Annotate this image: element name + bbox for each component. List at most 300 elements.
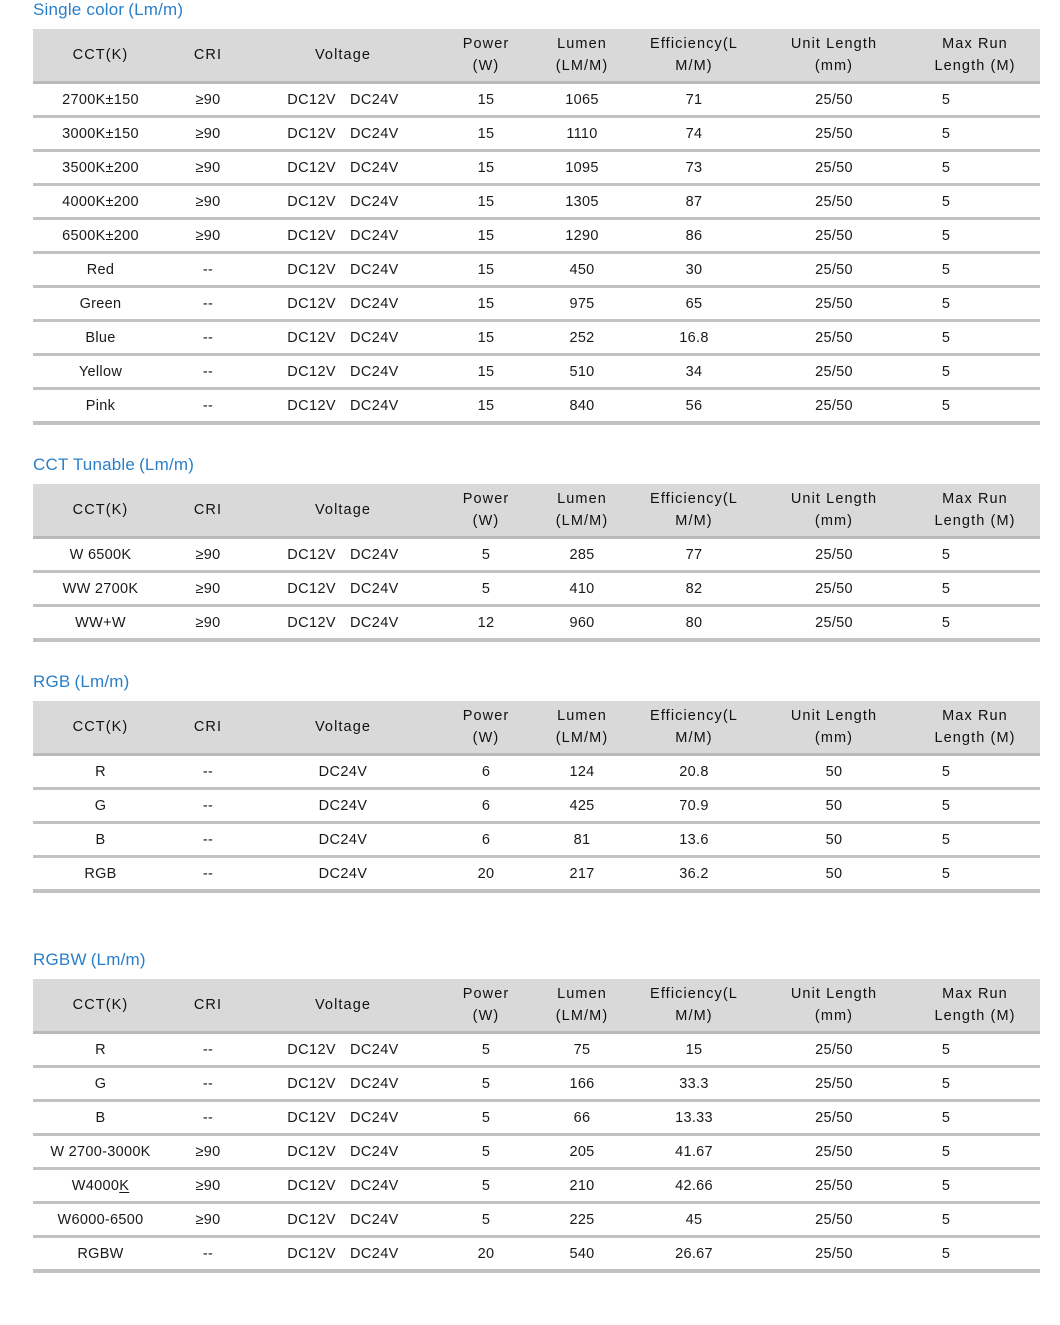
voltage-secondary: DC24V — [350, 1245, 399, 1262]
section-title — [33, 672, 1040, 692]
column-header-efficiency-line2: M/M) — [675, 513, 713, 529]
table-row — [33, 1169, 1040, 1203]
voltage-primary: DC24V — [318, 865, 368, 882]
column-header-unit-length-line1: Unit Length — [790, 707, 878, 724]
column-header-power-line1: Power — [462, 985, 510, 1002]
table-row — [33, 572, 1040, 606]
cell-cri: -- — [168, 823, 248, 857]
cell-power: 5 — [438, 1101, 534, 1135]
max-run-value: 5 — [941, 91, 951, 108]
cell-voltage — [248, 355, 438, 389]
cell-cri: ≥90 — [168, 117, 248, 151]
cell-power: 5 — [438, 1135, 534, 1169]
spec-section-cct-tunable — [0, 455, 1060, 642]
table-row — [33, 538, 1040, 572]
cell-efficiency: 41.67 — [630, 1135, 758, 1169]
cell-lumen: 1290 — [534, 219, 630, 253]
voltage-secondary: DC24V — [350, 1143, 399, 1160]
voltage-primary: DC12V — [287, 1109, 336, 1126]
cell-efficiency: 77 — [630, 538, 758, 572]
voltage-secondary: DC24V — [350, 329, 399, 346]
voltage-primary: DC12V — [287, 1075, 336, 1092]
cell-max-run — [910, 389, 1040, 424]
max-run-value: 5 — [941, 1177, 951, 1194]
cell-voltage — [248, 321, 438, 355]
cell-unit-length: 25/50 — [758, 151, 910, 185]
column-header-cri: CRI — [168, 484, 248, 538]
cell-cri: -- — [168, 287, 248, 321]
voltage-primary: DC12V — [287, 397, 336, 414]
cell-unit-length: 25/50 — [758, 83, 910, 117]
column-header-unit-length-line1: Unit Length — [790, 985, 878, 1002]
column-header-power — [438, 701, 534, 755]
cell-efficiency: 33.3 — [630, 1067, 758, 1101]
cell-lumen: 425 — [534, 789, 630, 823]
cell-max-run — [910, 538, 1040, 572]
max-run-value: 5 — [941, 227, 951, 244]
cell-power: 5 — [438, 538, 534, 572]
cell-max-run — [910, 253, 1040, 287]
cell-efficiency: 87 — [630, 185, 758, 219]
column-header-power-line1: Power — [462, 35, 510, 52]
cell-efficiency: 20.8 — [630, 755, 758, 789]
voltage-secondary: DC24V — [350, 1041, 399, 1058]
cell-cri: -- — [168, 755, 248, 789]
cell-efficiency: 65 — [630, 287, 758, 321]
column-header-max-run — [910, 29, 1040, 83]
cell-power: 15 — [438, 253, 534, 287]
voltage-primary: DC12V — [287, 1177, 336, 1194]
cell-power: 15 — [438, 185, 534, 219]
cell-voltage — [248, 538, 438, 572]
column-header-unit-length-line2: (mm) — [814, 1008, 854, 1024]
section-title-text: CCT Tunable — [33, 455, 136, 474]
cell-max-run — [910, 572, 1040, 606]
column-header-cri: CRI — [168, 979, 248, 1033]
cell-cct: B — [33, 823, 168, 857]
cell-efficiency: 70.9 — [630, 789, 758, 823]
cell-voltage — [248, 1237, 438, 1272]
voltage-secondary: DC24V — [350, 125, 399, 142]
column-header-unit-length — [758, 701, 910, 755]
column-header-efficiency-line1: Efficiency(L — [650, 707, 738, 724]
section-title-unit: (Lm/m) — [74, 672, 130, 691]
voltage-primary: DC12V — [287, 363, 336, 380]
section-spacer — [0, 425, 1060, 455]
column-header-max-run-line2: Length (M) — [934, 1008, 1016, 1024]
cell-voltage — [248, 287, 438, 321]
voltage-values — [248, 1178, 438, 1194]
cell-power: 15 — [438, 355, 534, 389]
cell-efficiency: 34 — [630, 355, 758, 389]
voltage-values — [248, 1212, 438, 1228]
cell-efficiency: 13.6 — [630, 823, 758, 857]
voltage-primary: DC12V — [287, 614, 336, 631]
cell-cct: R — [33, 1033, 168, 1067]
cell-power: 5 — [438, 1033, 534, 1067]
cell-lumen: 81 — [534, 823, 630, 857]
column-header-lumen — [534, 484, 630, 538]
cell-lumen: 410 — [534, 572, 630, 606]
column-header-efficiency-line2: M/M) — [675, 730, 713, 746]
cell-efficiency: 26.67 — [630, 1237, 758, 1272]
cell-cct: W 6500K — [33, 538, 168, 572]
cell-cri: ≥90 — [168, 219, 248, 253]
spec-table — [33, 29, 1040, 425]
cell-unit-length: 50 — [758, 789, 910, 823]
cell-cct: 6500K±200 — [33, 219, 168, 253]
cell-unit-length: 25/50 — [758, 1169, 910, 1203]
column-header-unit-length-line2: (mm) — [814, 730, 854, 746]
voltage-primary: DC12V — [287, 1041, 336, 1058]
cell-cct: B — [33, 1101, 168, 1135]
cell-max-run — [910, 1203, 1040, 1237]
voltage-values — [248, 330, 438, 346]
column-header-unit-length-line1: Unit Length — [790, 35, 878, 52]
voltage-values — [248, 364, 438, 380]
cell-voltage — [248, 1135, 438, 1169]
cell-lumen: 124 — [534, 755, 630, 789]
cell-lumen: 1095 — [534, 151, 630, 185]
column-header-efficiency-line2: M/M) — [675, 58, 713, 74]
voltage-primary: DC12V — [287, 91, 336, 108]
cell-lumen: 960 — [534, 606, 630, 641]
table-row — [33, 857, 1040, 892]
cell-voltage — [248, 1033, 438, 1067]
spec-section-rgbw — [0, 950, 1060, 1273]
cell-voltage — [248, 151, 438, 185]
cell-voltage — [248, 606, 438, 641]
section-title-text: Single color — [33, 0, 125, 19]
max-run-value: 5 — [941, 261, 951, 278]
cell-power: 20 — [438, 857, 534, 892]
cell-max-run — [910, 1169, 1040, 1203]
cell-unit-length: 25/50 — [758, 606, 910, 641]
voltage-values — [248, 866, 438, 882]
cell-power: 6 — [438, 789, 534, 823]
cell-power: 5 — [438, 1169, 534, 1203]
voltage-primary: DC12V — [287, 329, 336, 346]
column-header-max-run-line2: Length (M) — [934, 513, 1016, 529]
voltage-values — [248, 581, 438, 597]
cell-power: 15 — [438, 321, 534, 355]
section-title — [33, 0, 1040, 20]
voltage-secondary: DC24V — [350, 546, 399, 563]
cell-voltage — [248, 117, 438, 151]
section-title-text: RGBW — [33, 950, 87, 969]
cell-cct: W6000-6500 — [33, 1203, 168, 1237]
cell-unit-length: 25/50 — [758, 1067, 910, 1101]
voltage-primary: DC12V — [287, 261, 336, 278]
table-header-row — [33, 701, 1040, 755]
column-header-max-run-line2: Length (M) — [934, 58, 1016, 74]
column-header-voltage: Voltage — [248, 29, 438, 83]
voltage-values — [248, 615, 438, 631]
cell-unit-length: 25/50 — [758, 1203, 910, 1237]
column-header-efficiency — [630, 484, 758, 538]
cell-max-run — [910, 151, 1040, 185]
cell-power: 12 — [438, 606, 534, 641]
cell-cri: -- — [168, 1101, 248, 1135]
section-title-unit: (Lm/m) — [139, 455, 195, 474]
cell-max-run — [910, 1033, 1040, 1067]
cell-max-run — [910, 606, 1040, 641]
cell-max-run — [910, 1135, 1040, 1169]
cell-voltage — [248, 572, 438, 606]
cell-power: 15 — [438, 151, 534, 185]
cell-unit-length: 25/50 — [758, 1135, 910, 1169]
cell-unit-length: 25/50 — [758, 355, 910, 389]
cell-unit-length: 50 — [758, 857, 910, 892]
voltage-primary: DC12V — [287, 227, 336, 244]
cell-cri: -- — [168, 789, 248, 823]
cell-cct: G — [33, 1067, 168, 1101]
cell-power: 6 — [438, 755, 534, 789]
max-run-value: 5 — [941, 865, 951, 882]
cell-efficiency: 45 — [630, 1203, 758, 1237]
cell-cri: -- — [168, 253, 248, 287]
voltage-secondary: DC24V — [350, 91, 399, 108]
cell-lumen: 840 — [534, 389, 630, 424]
voltage-primary: DC24V — [318, 831, 368, 848]
cell-efficiency: 56 — [630, 389, 758, 424]
cell-cct: W4000K — [33, 1169, 168, 1203]
cell-voltage — [248, 1067, 438, 1101]
section-title-unit: (Lm/m) — [90, 950, 146, 969]
table-row — [33, 1135, 1040, 1169]
column-header-max-run — [910, 701, 1040, 755]
voltage-values — [248, 398, 438, 414]
table-row — [33, 219, 1040, 253]
cell-max-run — [910, 185, 1040, 219]
cell-lumen: 1305 — [534, 185, 630, 219]
voltage-values — [248, 126, 438, 142]
table-row — [33, 83, 1040, 117]
voltage-values — [248, 262, 438, 278]
column-header-max-run-line1: Max Run — [942, 985, 1008, 1002]
cell-max-run — [910, 117, 1040, 151]
cell-max-run — [910, 755, 1040, 789]
max-run-value: 5 — [941, 193, 951, 210]
voltage-values — [248, 832, 438, 848]
cell-cri: -- — [168, 1067, 248, 1101]
cell-max-run — [910, 857, 1040, 892]
cell-power: 15 — [438, 83, 534, 117]
max-run-value: 5 — [941, 546, 951, 563]
cell-cri: -- — [168, 389, 248, 424]
column-header-efficiency-line2: M/M) — [675, 1008, 713, 1024]
voltage-primary: DC24V — [318, 763, 368, 780]
column-header-efficiency — [630, 979, 758, 1033]
column-header-max-run-line1: Max Run — [942, 35, 1008, 52]
column-header-efficiency — [630, 29, 758, 83]
cell-cri: -- — [168, 1237, 248, 1272]
column-header-lumen-line2: (LM/M) — [555, 730, 609, 746]
cell-cct: 3000K±150 — [33, 117, 168, 151]
cell-unit-length: 25/50 — [758, 1237, 910, 1272]
column-header-lumen — [534, 701, 630, 755]
cell-unit-length: 25/50 — [758, 287, 910, 321]
cell-unit-length: 25/50 — [758, 572, 910, 606]
table-row — [33, 287, 1040, 321]
cell-cri: ≥90 — [168, 83, 248, 117]
table-row — [33, 1203, 1040, 1237]
cell-cri: ≥90 — [168, 606, 248, 641]
column-header-power-line2: (W) — [472, 730, 500, 746]
cell-lumen: 285 — [534, 538, 630, 572]
column-header-efficiency-line1: Efficiency(L — [650, 35, 738, 52]
table-row — [33, 1101, 1040, 1135]
column-header-voltage: Voltage — [248, 701, 438, 755]
cell-lumen: 217 — [534, 857, 630, 892]
cell-efficiency: 71 — [630, 83, 758, 117]
table-row — [33, 1033, 1040, 1067]
cell-unit-length: 25/50 — [758, 117, 910, 151]
max-run-value: 5 — [941, 397, 951, 414]
voltage-primary: DC12V — [287, 580, 336, 597]
cell-cri: ≥90 — [168, 572, 248, 606]
voltage-values — [248, 228, 438, 244]
column-header-cct: CCT(K) — [33, 979, 168, 1033]
max-run-value: 5 — [941, 125, 951, 142]
cell-efficiency: 74 — [630, 117, 758, 151]
cell-max-run — [910, 789, 1040, 823]
voltage-primary: DC24V — [318, 797, 368, 814]
cell-max-run — [910, 1101, 1040, 1135]
table-header-row — [33, 29, 1040, 83]
cell-voltage — [248, 185, 438, 219]
voltage-secondary: DC24V — [350, 614, 399, 631]
voltage-secondary: DC24V — [350, 1177, 399, 1194]
cell-lumen: 252 — [534, 321, 630, 355]
column-header-unit-length — [758, 484, 910, 538]
max-run-value: 5 — [941, 1211, 951, 1228]
cell-cri: -- — [168, 321, 248, 355]
cell-voltage — [248, 253, 438, 287]
column-header-max-run — [910, 484, 1040, 538]
voltage-primary: DC12V — [287, 1211, 336, 1228]
cell-unit-length: 50 — [758, 823, 910, 857]
cell-efficiency: 36.2 — [630, 857, 758, 892]
section-title — [33, 950, 1040, 970]
cell-max-run — [910, 83, 1040, 117]
cell-cri: ≥90 — [168, 538, 248, 572]
max-run-value: 5 — [941, 831, 951, 848]
cell-efficiency: 15 — [630, 1033, 758, 1067]
voltage-values — [248, 92, 438, 108]
column-header-lumen — [534, 29, 630, 83]
cell-power: 5 — [438, 1203, 534, 1237]
cell-voltage — [248, 857, 438, 892]
column-header-cct: CCT(K) — [33, 484, 168, 538]
cell-cct: G — [33, 789, 168, 823]
cell-lumen: 210 — [534, 1169, 630, 1203]
max-run-value: 5 — [941, 1143, 951, 1160]
section-title — [33, 455, 1040, 475]
max-run-value: 5 — [941, 1109, 951, 1126]
spec-table — [33, 701, 1040, 893]
max-run-value: 5 — [941, 295, 951, 312]
voltage-secondary: DC24V — [350, 261, 399, 278]
cell-cct: 2700K±150 — [33, 83, 168, 117]
cell-cct: Pink — [33, 389, 168, 424]
voltage-values — [248, 764, 438, 780]
table-row — [33, 1237, 1040, 1272]
cell-max-run — [910, 287, 1040, 321]
voltage-secondary: DC24V — [350, 1211, 399, 1228]
cell-cri: -- — [168, 857, 248, 892]
cell-lumen: 450 — [534, 253, 630, 287]
cell-power: 5 — [438, 572, 534, 606]
column-header-power-line2: (W) — [472, 58, 500, 74]
cell-max-run — [910, 355, 1040, 389]
cell-lumen: 225 — [534, 1203, 630, 1237]
voltage-values — [248, 1076, 438, 1092]
cct-underlined-tail: K — [119, 1177, 130, 1194]
cell-max-run — [910, 219, 1040, 253]
voltage-values — [248, 296, 438, 312]
column-header-lumen-line1: Lumen — [557, 707, 607, 724]
cell-cct: 3500K±200 — [33, 151, 168, 185]
column-header-power-line1: Power — [462, 707, 510, 724]
section-title-unit: (Lm/m) — [128, 0, 184, 19]
cell-power: 6 — [438, 823, 534, 857]
cell-cct: RGBW — [33, 1237, 168, 1272]
cell-unit-length: 25/50 — [758, 219, 910, 253]
table-header-row — [33, 979, 1040, 1033]
cell-voltage — [248, 1169, 438, 1203]
voltage-secondary: DC24V — [350, 1109, 399, 1126]
section-spacer — [0, 893, 1060, 950]
column-header-power-line2: (W) — [472, 513, 500, 529]
column-header-efficiency-line1: Efficiency(L — [650, 985, 738, 1002]
cell-lumen: 1065 — [534, 83, 630, 117]
column-header-lumen-line2: (LM/M) — [555, 58, 609, 74]
voltage-primary: DC12V — [287, 125, 336, 142]
voltage-secondary: DC24V — [350, 363, 399, 380]
max-run-value: 5 — [941, 1075, 951, 1092]
cell-unit-length: 25/50 — [758, 389, 910, 424]
cell-efficiency: 13.33 — [630, 1101, 758, 1135]
column-header-lumen-line1: Lumen — [557, 490, 607, 507]
column-header-max-run-line2: Length (M) — [934, 730, 1016, 746]
voltage-primary: DC12V — [287, 159, 336, 176]
max-run-value: 5 — [941, 159, 951, 176]
voltage-secondary: DC24V — [350, 159, 399, 176]
column-header-voltage: Voltage — [248, 979, 438, 1033]
column-header-efficiency-line1: Efficiency(L — [650, 490, 738, 507]
cell-unit-length: 25/50 — [758, 321, 910, 355]
cell-cct: Green — [33, 287, 168, 321]
cell-efficiency: 80 — [630, 606, 758, 641]
cell-cct: 4000K±200 — [33, 185, 168, 219]
voltage-values — [248, 160, 438, 176]
cell-max-run — [910, 823, 1040, 857]
voltage-primary: DC12V — [287, 1245, 336, 1262]
column-header-power — [438, 29, 534, 83]
voltage-secondary: DC24V — [350, 227, 399, 244]
column-header-power — [438, 484, 534, 538]
table-row — [33, 117, 1040, 151]
cell-voltage — [248, 755, 438, 789]
table-row — [33, 389, 1040, 424]
cell-lumen: 75 — [534, 1033, 630, 1067]
table-row — [33, 253, 1040, 287]
cell-unit-length: 25/50 — [758, 1101, 910, 1135]
cell-lumen: 975 — [534, 287, 630, 321]
cell-cct: Blue — [33, 321, 168, 355]
voltage-values — [248, 194, 438, 210]
